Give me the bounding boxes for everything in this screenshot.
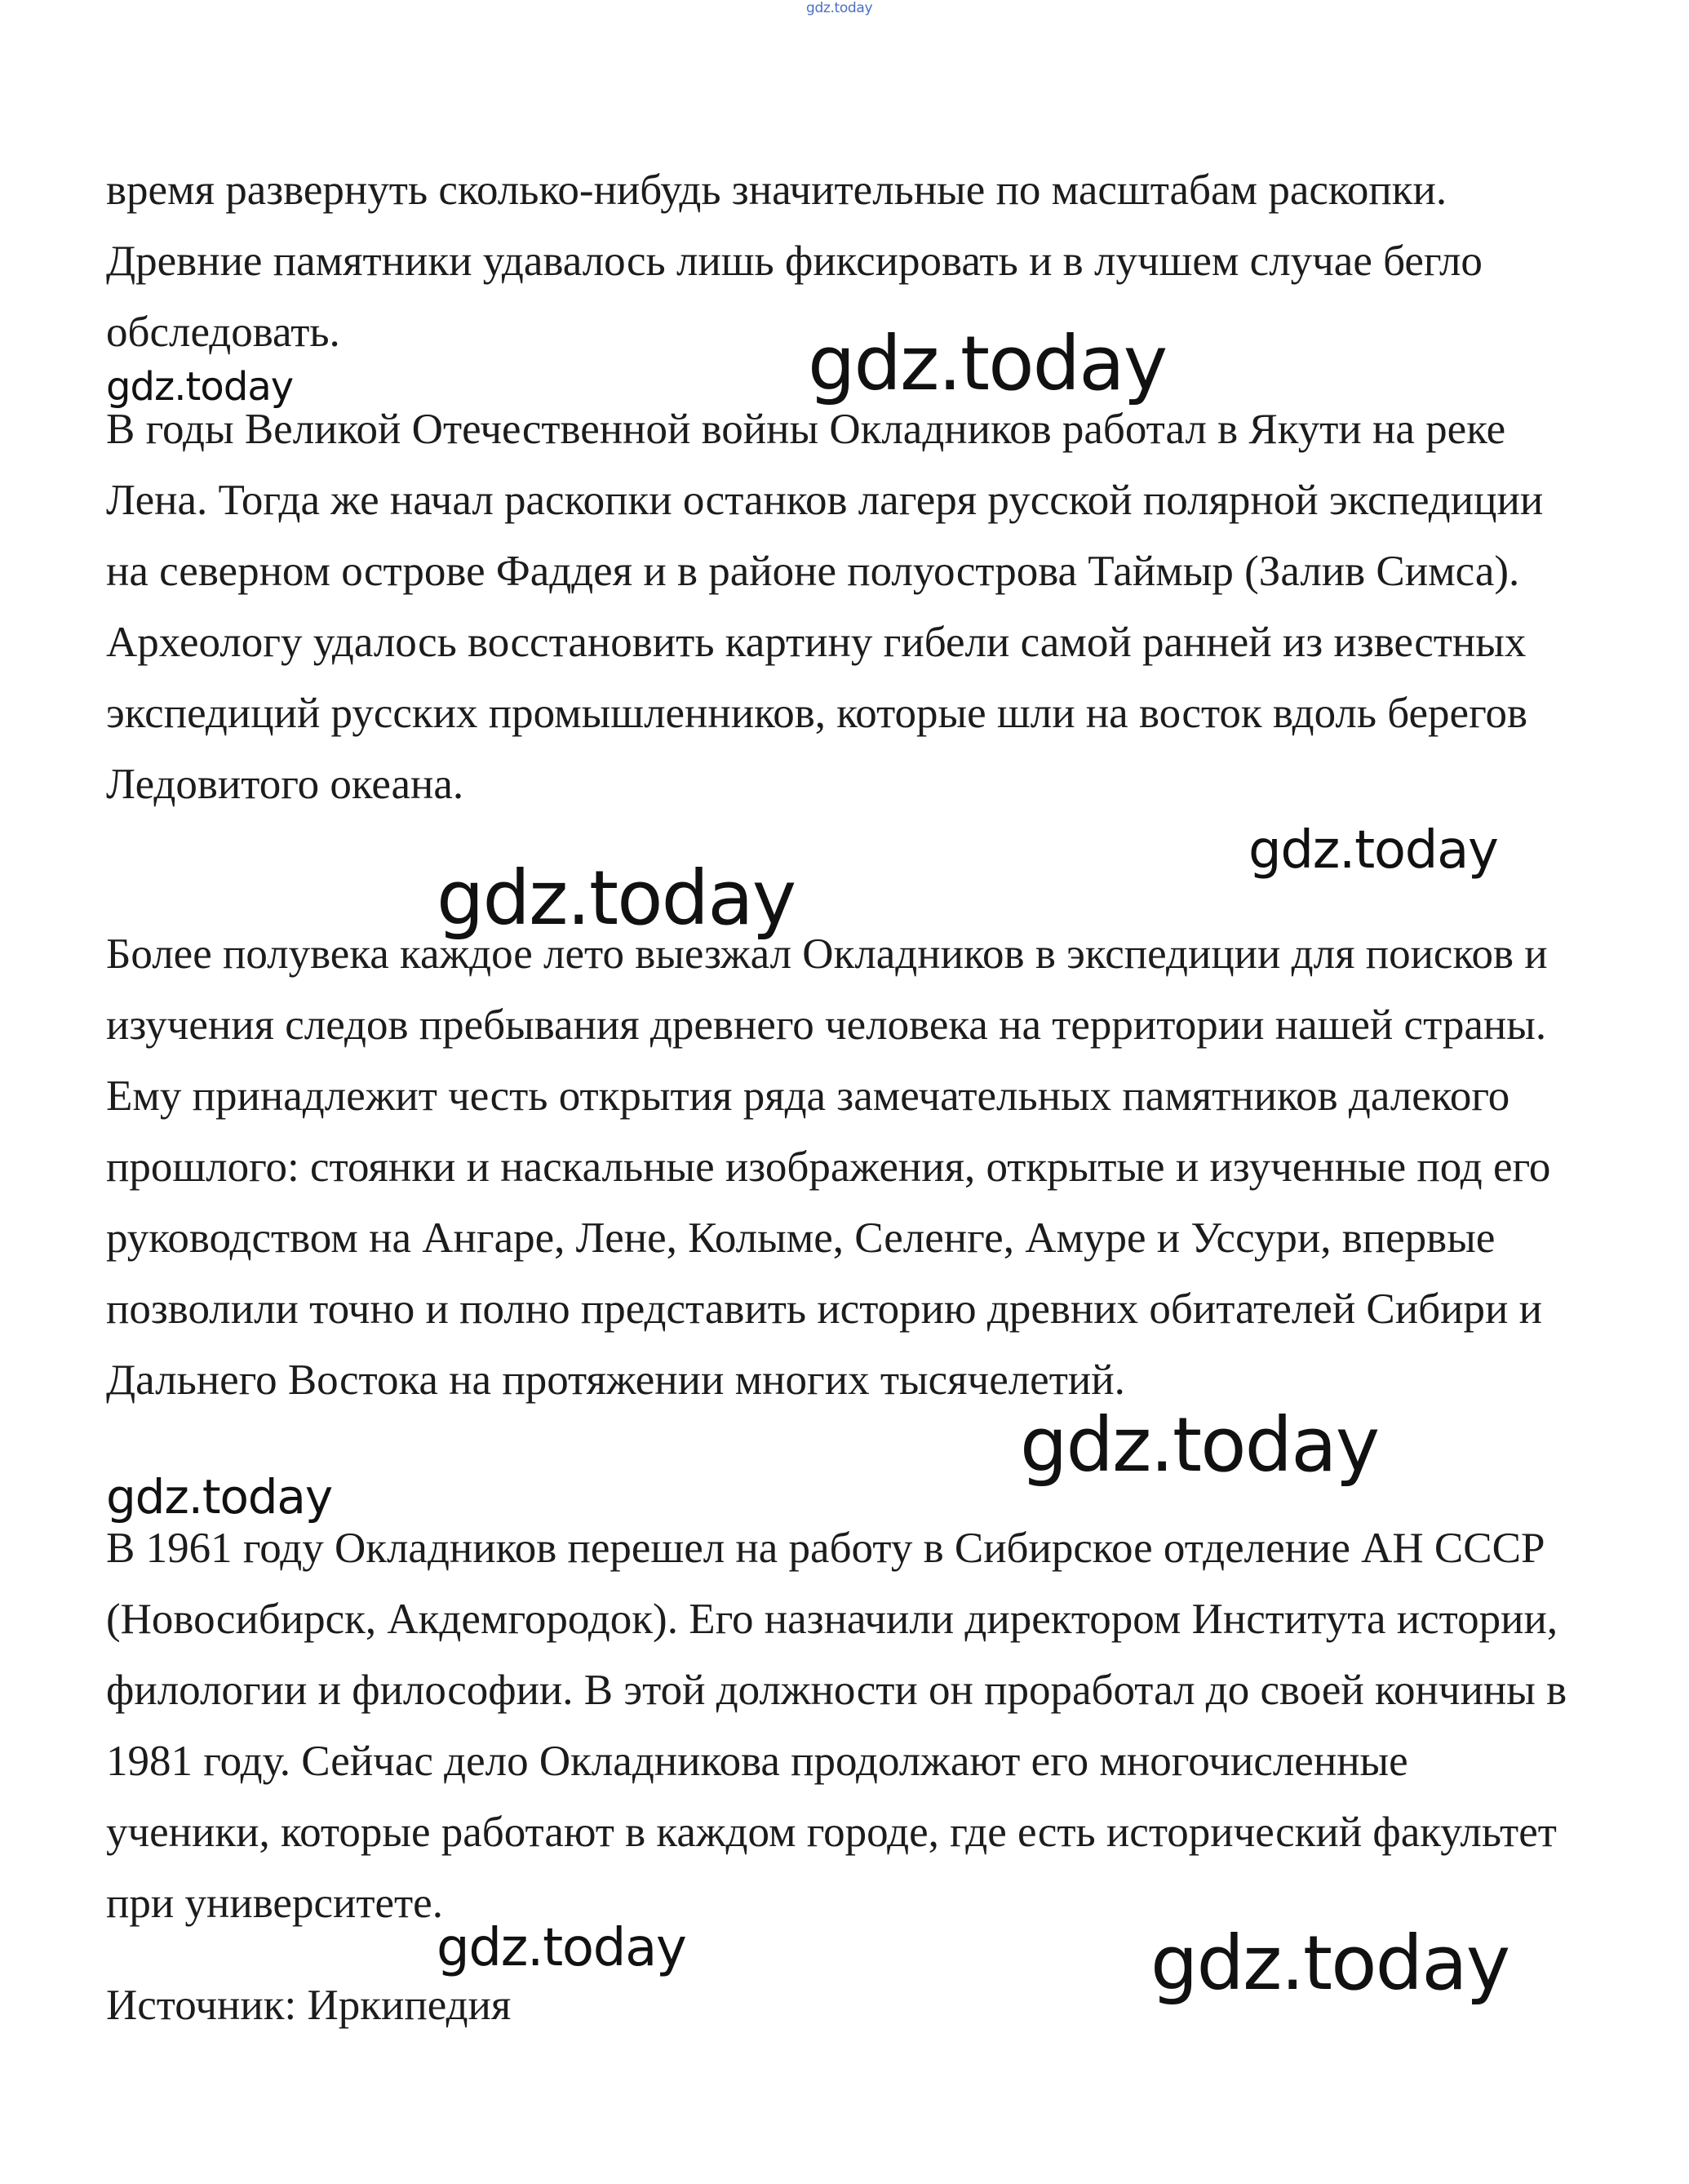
watermark-top: gdz.today <box>806 0 873 16</box>
source-line: Источник: Иркипедия <box>106 1982 512 2029</box>
watermark-large-4: gdz.today <box>1150 1920 1509 2007</box>
watermark-large-2: gdz.today <box>437 855 796 942</box>
paragraph-2: В годы Великой Отечественной войны Окладников работал в Якути на реке Лена. Тогда же начал раскопки останков лагеря русской полярной экспедиции на северном острове Фаддея и в районе полуострова Таймыр (Залив Симса). Археологу удалось восстановить картину гибели самой ранней из известных экспедиций русских промышленников, которые шли на восток вдоль берегов Ледовитого океана. <box>106 406 1544 808</box>
paragraph-4: В 1961 году Окладников перешел на работу в Сибирское отделение АН СССР (Новосибирск, Акдемгородок). Его назначили директором Института истории, филологии и философии. В этой должности он проработал до своей кончины в 1981 году. Сейчас дело Окладникова продолжают его многочисленные ученики, которые работают в каждом городе, где есть исторический факультет при университете. <box>106 1525 1567 1927</box>
watermark-small-1: gdz.today <box>106 364 294 410</box>
paragraph-3: Более полувека каждое лето выезжал Окладников в экспедиции для поисков и изучения следов пребывания древнего человека на территории нашей страны. Ему принадлежит честь открытия ряда замечательных памятников далекого прошлого: стоянки и наскальные изображения, открытые и изученные под его руководством на Ангаре, Лене, Колыме, Селенге, Амуре и Уссури, впервые позволили точно и полно представить историю древних обитателей Сибири и Дальнего Востока на протяжении многих тысячелетий. <box>106 930 1551 1404</box>
watermark-large-1: gdz.today <box>808 320 1167 407</box>
watermark-medium-1: gdz.today <box>1248 820 1498 881</box>
watermark-small-2: gdz.today <box>106 1469 332 1525</box>
watermark-medium-2: gdz.today <box>437 1918 686 1978</box>
watermark-large-3: gdz.today <box>1020 1401 1379 1489</box>
paragraph-1: время развернуть сколько-нибудь значительные по масштабам раскопки. Древние памятники удавалось лишь фиксировать и в лучшем случае бегло обследовать. <box>106 166 1483 356</box>
